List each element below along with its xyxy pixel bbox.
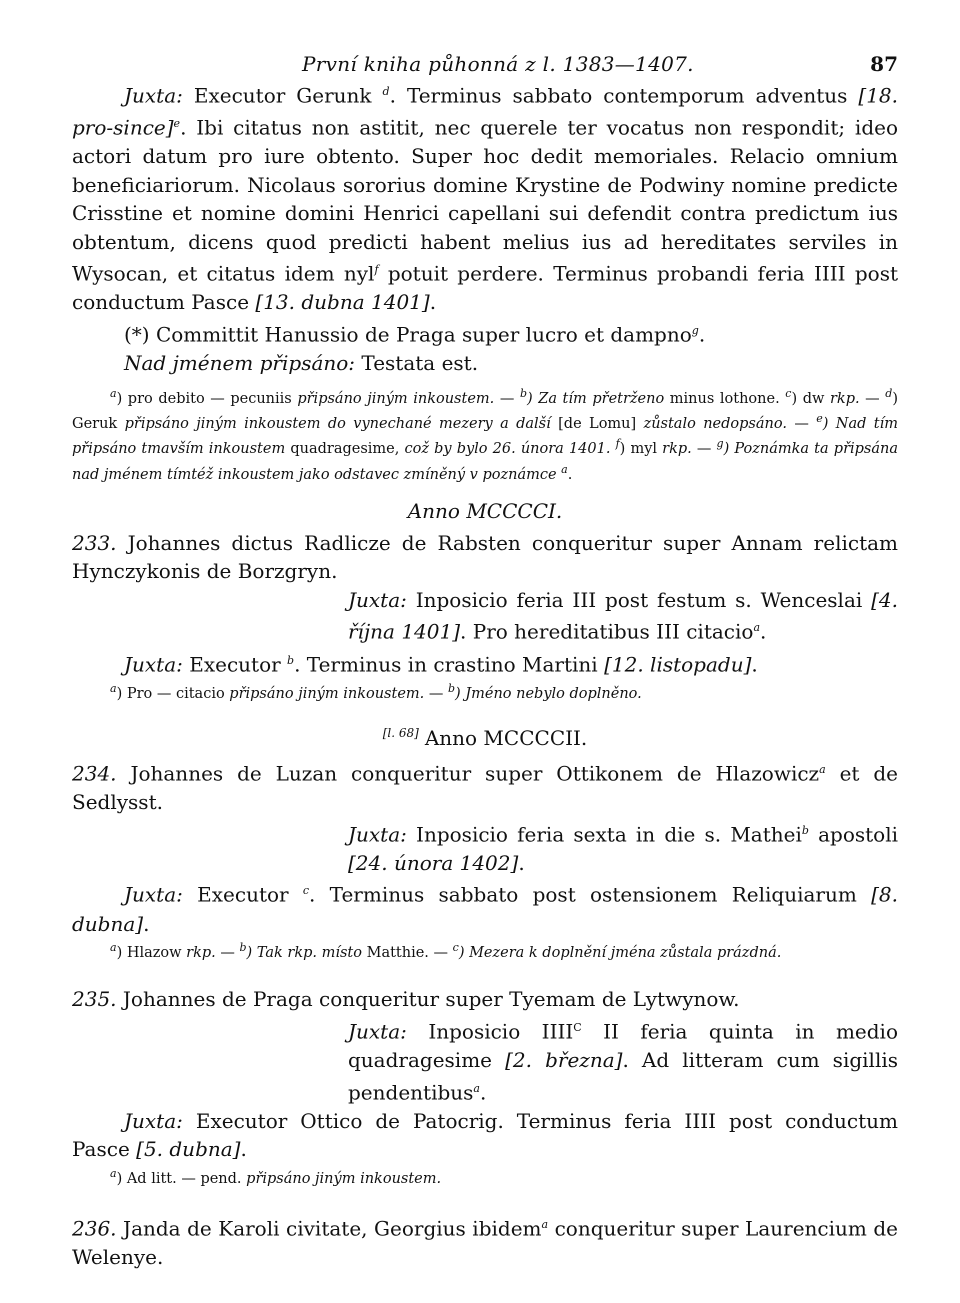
entry-233-juxta-inposicio: Juxta: Inposicio feria III post festum s. Wenceslai [4. října 1401]. Pro hereditatibus III citacio$^a$. — [348, 587, 898, 645]
paragraph-committit: (*) Committit Hanussio de Praga super lucro et dampno$^g$. — [124, 322, 706, 347]
entry-235: 235. Johannes de Praga conqueritur super Tyemam de Lytwynow. — [72, 987, 740, 1012]
entry-234-juxta-inposicio: Juxta: Inposicio feria sexta in die s. Mathei$^b$ apostoli [24. února 1402]. — [348, 822, 898, 875]
paragraph-nad-jmenem: Nad jménem připsáno: Testata est. — [124, 351, 479, 376]
entry-234-juxta-executor: Juxta: Executor $^c$. Terminus sabbato post ostensionem Reliquiarum [8. dubna]. — [72, 883, 898, 936]
entry-235-footnotes: $^a$) Ad litt. — pend. připsáno jiným inkoustem. — [110, 1166, 442, 1187]
page — [72, 44, 898, 1272]
running-title: První kniha půhonná z l. 1383—1407. — [302, 52, 694, 76]
year-heading-1402: [l. 68] Anno MCCCCII. — [382, 726, 588, 751]
entry-235-juxta-executor: Juxta: Executor Ottico de Patocrig. Terminus feria IIII post conductum Pasce [5. dubna]. — [72, 1108, 898, 1162]
entry-235-juxta-inposicio: Juxta: Inposicio $IIII^C$ II feria quinta in medio quadragesime [2. března]. Ad litteram cum sigillis pendentibus$^a$. — [348, 1019, 898, 1105]
entry-233: 233. Johannes dictus Radlicze de Rabsten conqueritur super Annam relictam Hynczykonis de Borzgryn. — [72, 530, 898, 584]
year-heading-1401: Anno MCCCCI. — [407, 498, 563, 523]
entry-234: 234. Johannes de Luzan conqueritur super Ottikonem de Hlazowicz$^a$ et de Sedlysst. — [72, 761, 898, 815]
entry-236: 236. Janda de Karoli civitate, Georgius ibidem$^a$ conqueritur super Laurencium de Welenye. — [72, 1216, 898, 1270]
entry-234-footnotes: $^a$) Hlazow rkp. — $^b$) Tak rkp. místo Matthie. — $^c$) Mezera k doplnění jména zůstala prázdná. — [110, 941, 782, 961]
running-header — [72, 44, 898, 78]
page-number: 87 — [870, 52, 898, 76]
entry-233-juxta-executor: Juxta: Executor $^b$. Terminus in crastino Martini [12. listopadu]. — [124, 652, 758, 677]
paragraph-juxta-gerunk: Juxta: Executor Gerunk $^d$. Terminus sabbato contemporum adventus [18. pro-since]$^e$. Ibi citatus non astitit, nec querele ter vocatus non respondit; ideo actori datum pro iure obtento. Super hoc dedit memoriales. Relacio omnium beneficiariorum. Nicolaus sororius domine Krystine de Podwiny nomine predicte Crisstine et nomine domini Henrici capellani sui defendit contra predictum ius obtentum, dicens quod predicti habent melius ius ad hereditates serviles in Wysocan, et citatus idem nyl$^f$ potuit perdere. Terminus probandi feria IIII post conductum Pasce [13. dubna 1401]. — [72, 83, 899, 315]
footnotes-block1: $^a$) pro debito — pecuniis připsáno jiným inkoustem. — $^b$) Za tím přetrženo minus lothone. $^c$) dw rkp. — $^d$) Geruk připsáno jiným inkoustem do vynechané mezery a další [de Lomu] zůstalo nedopsáno. — $^e$) Nad tím připsáno tmavším inkoustem quadragesime, což by bylo 26. února 1401. $^f$) myl rkp. — $^g$) Poznámka ta připsána nad jménem tímtéž inkoustem jako odstavec zmíněný v poznámce $^a$. — [72, 386, 898, 483]
entry-233-footnotes: $^a$) Pro — citacio připsáno jiným inkoustem. — $^b$) Jméno nebylo doplněno. — [110, 681, 642, 702]
